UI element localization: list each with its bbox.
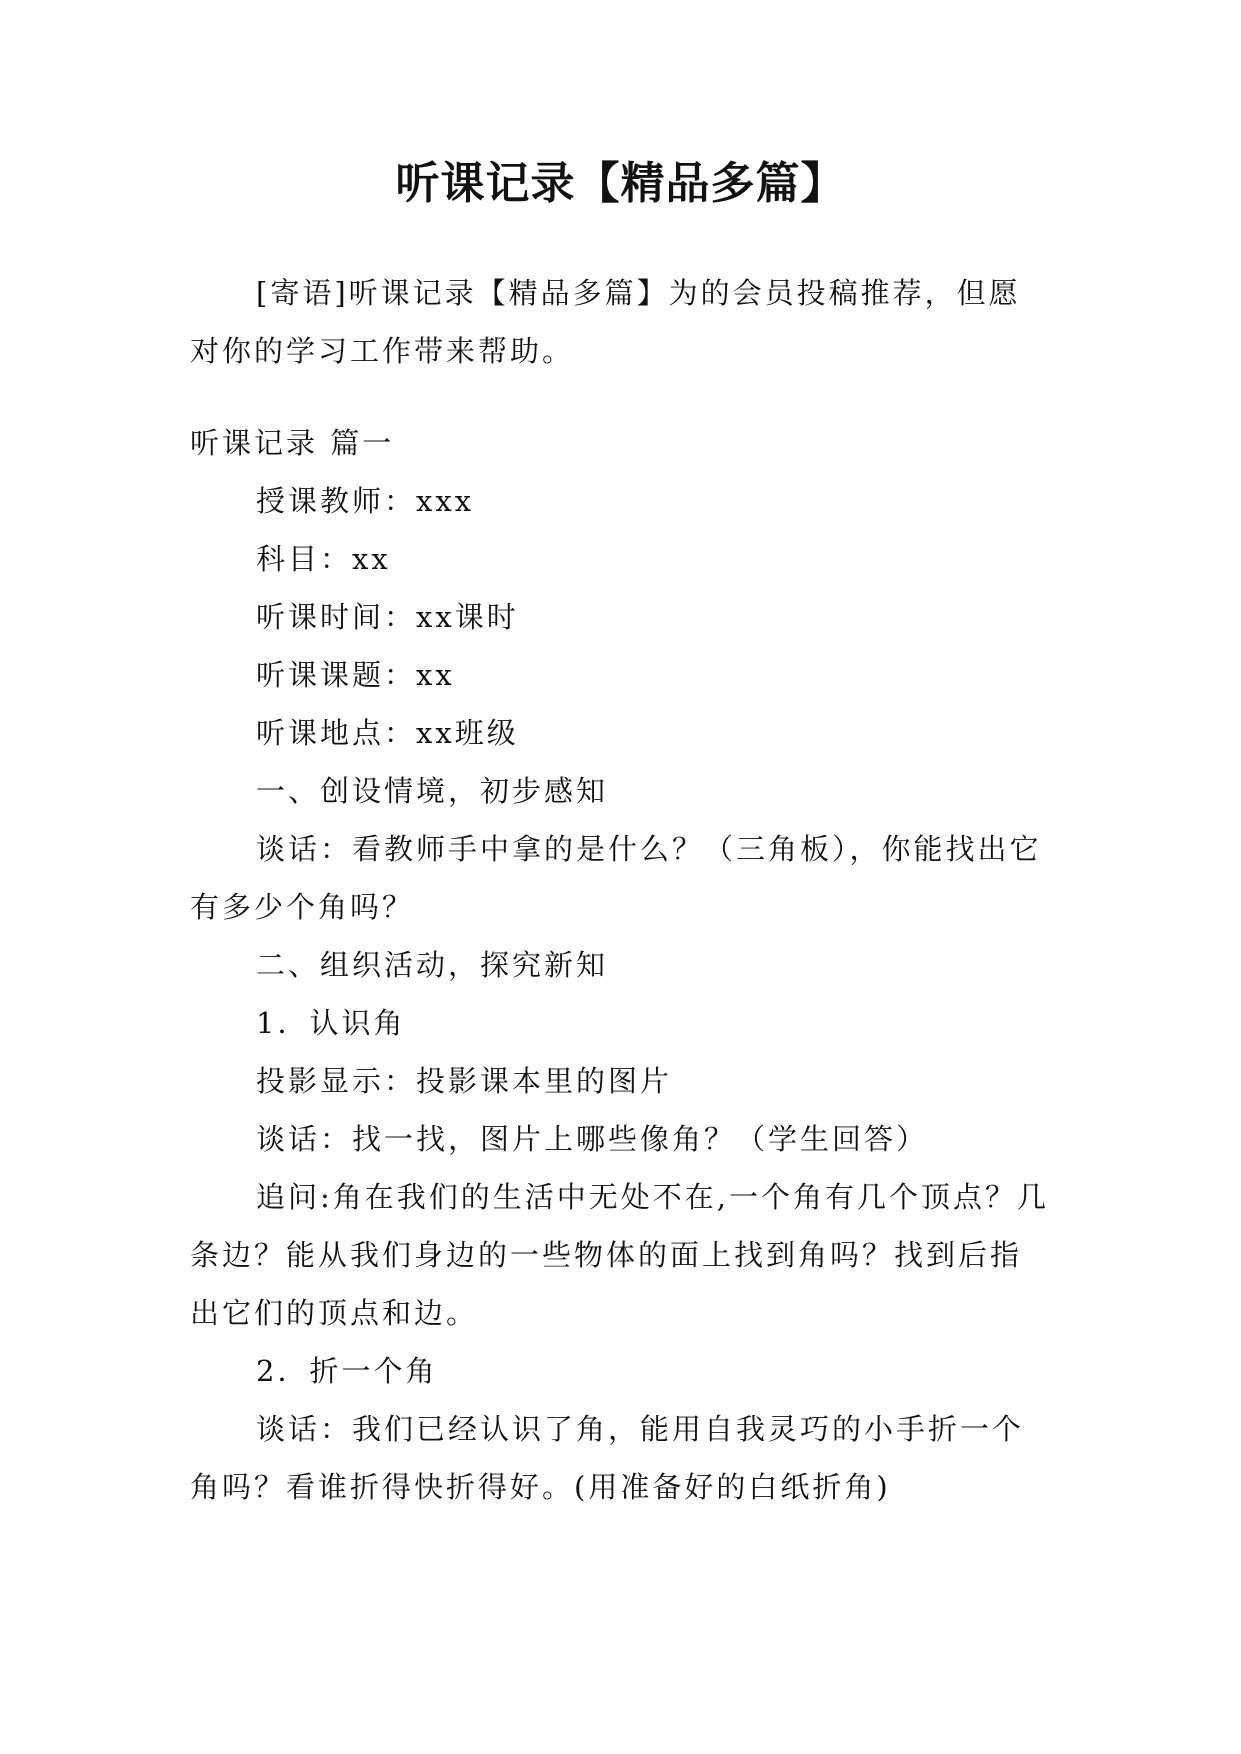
projection-line: 投影显示：投影课本里的图片	[256, 1064, 673, 1098]
dialogue-paragraph-3: 谈话：我们已经认识了角，能用自我灵巧的小手折一个角吗？看谁折得快折得好。(用准备好的白纸折角)	[190, 1412, 1025, 1504]
section-one-heading: 一、创设情境，初步感知	[256, 774, 609, 808]
intro-paragraph: [寄语]听课记录【精品多篇】为的会员投稿推荐，但愿对你的学习工作带来帮助。	[190, 276, 1021, 368]
intro-block	[190, 264, 1052, 380]
topic-line: 听课课题：xx	[256, 658, 455, 692]
followup-paragraph: 追问:角在我们的生活中无处不在,一个角有几个顶点？几条边？能从我们身边的一些物体的面上找到角吗？找到后指出它们的顶点和边。	[190, 1180, 1049, 1330]
subject-line: 科目：xx	[256, 542, 391, 576]
section-heading: 听课记录 篇一	[190, 426, 395, 460]
dialogue-paragraph-2: 谈话：找一找，图片上哪些像角？（学生回答）	[256, 1122, 929, 1156]
subheading-recognize-angle: 1．认识角	[256, 1006, 406, 1040]
section-block	[190, 414, 1052, 1516]
document-title: 听课记录【精品多篇】	[395, 158, 846, 209]
time-line: 听课时间：xx课时	[256, 600, 519, 634]
teacher-line: 授课教师：xxx	[256, 484, 475, 518]
section-two-heading: 二、组织活动，探究新知	[256, 948, 609, 982]
dialogue-paragraph-1: 谈话：看教师手中拿的是什么？（三角板），你能找出它有多少个角吗？	[190, 832, 1042, 924]
subheading-fold-angle: 2．折一个角	[256, 1354, 438, 1388]
location-line: 听课地点：xx班级	[256, 716, 519, 750]
